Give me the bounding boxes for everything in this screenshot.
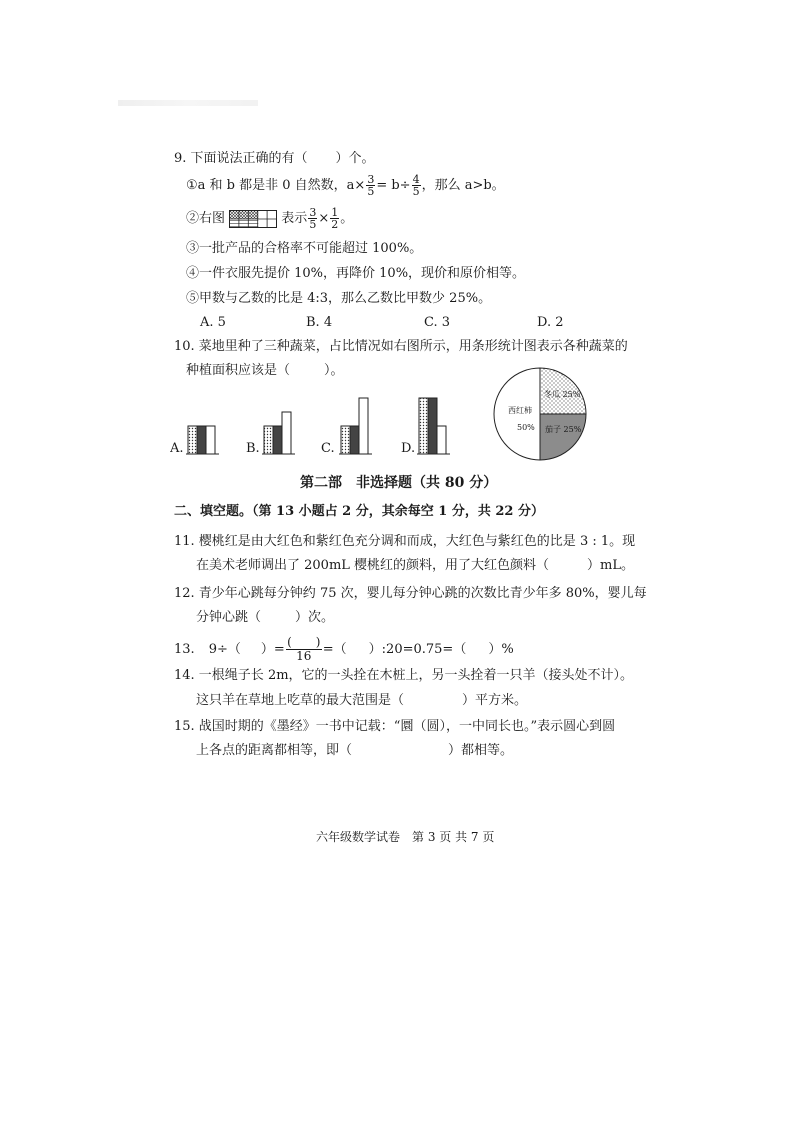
fraction-4-5: $\frac{4}{5}$ (412, 173, 420, 198)
q9-statement-4: ④一件衣服先提价 10%，再降价 10%，现价和原价相等。 (186, 266, 526, 281)
q9-statement-1: ①a 和 b 都是非 0 自然数，a× $\frac{3}{5}$ = b÷ $\frac{4}{5}$ ，那么 a>b。 (186, 173, 505, 198)
q13-line: 13. 9÷（ ）= $\frac{( )}{16}$ =（ ）:20=0.75=（ ）% (174, 635, 514, 663)
q11-line-1: 11. 樱桃红是由大红色和紫红色充分调和而成，大红色与紫红色的比是 3 : 1。现 (174, 534, 636, 549)
page-footer: 六年级数学试卷 第 3 页 共 7 页 (316, 830, 495, 844)
q14-line-2: 这只羊在草地上吃草的最大范围是（ ）平方米。 (196, 693, 528, 708)
q9-statement-5: ⑤甲数与乙数的比是 4:3，那么乙数比甲数少 25%。 (186, 291, 492, 306)
bar-option-a-bar-1 (188, 426, 197, 454)
bar-option-label-d: D. (401, 441, 416, 456)
pie-label-wintermelon: 冬瓜 25% (544, 390, 581, 399)
bar-option-b-bar-1 (264, 426, 273, 454)
pie-label-tomato: 西红柿 (508, 406, 532, 415)
q15-line-1: 15. 战国时期的《墨经》一书中记载：“圜（圆），一中同长也。”表示圆心到圆 (174, 719, 616, 734)
fraction-3-5-b: $\frac{3}{5}$ (309, 206, 317, 231)
q14-line-1: 14. 一根绳子长 2m，它的一头拴在木桩上，另一头拴着一只羊（接头处不计）。 (174, 668, 634, 683)
q9-statement-3: ③一批产品的合格率不可能超过 100%。 (186, 241, 423, 256)
q12-line-2: 分钟心跳（ ）次。 (196, 610, 335, 625)
q9-option-a: A. 5 (200, 315, 226, 330)
pie-pct-tomato: 50% (517, 423, 535, 432)
bar-option-d-bar-2 (428, 398, 437, 454)
bar-option-a-bar-2 (197, 426, 206, 454)
part2-title: 第二部 非选择题（共 80 分） (300, 475, 498, 491)
pie-slice-eggplant (540, 414, 586, 460)
bar-option-c-bar-1 (341, 426, 350, 454)
fraction-1-2: $\frac{1}{2}$ (331, 206, 339, 231)
bar-option-a-bar-3 (206, 426, 215, 454)
q9-statement-2: ②右图 表示 $\frac{3}{5}$ × $\frac{1}{2}$ 。 (186, 206, 354, 231)
pie-label-eggplant: 茄子 25% (545, 425, 582, 434)
bar-option-label-c: C. (321, 441, 335, 456)
bar-option-c-bar-2 (350, 426, 359, 454)
bar-option-d-bar-3 (437, 426, 446, 454)
bar-option-d-bar-1 (419, 398, 428, 454)
q10-line-1: 10. 菜地里种了三种蔬菜，占比情况如右图所示，用条形统计图表示各种蔬菜的 (174, 339, 628, 354)
bar-option-label-b: B. (246, 441, 260, 456)
bar-option-b-bar-3 (282, 412, 291, 454)
bar-options-figure (170, 394, 460, 464)
q15-line-2: 上各点的距离都相等，即（ ）都相等。 (196, 743, 514, 758)
q12-line-1: 12. 青少年心跳每分钟约 75 次，婴儿每分钟心跳的次数比青少年多 80%，婴儿每 (174, 586, 647, 601)
q9-option-c: C. 3 (424, 315, 451, 330)
q10-line-2: 种植面积应该是（ ）。 (186, 363, 344, 378)
vegetable-pie-chart (487, 364, 597, 464)
fraction-3-5: $\frac{3}{5}$ (367, 173, 375, 198)
fraction-blank-16: $\frac{( )}{16}$ (287, 635, 321, 663)
section2-heading: 二、填空题。（第 13 小题占 2 分，其余每空 1 分，共 22 分） (174, 504, 544, 519)
bar-option-c-bar-3 (359, 398, 368, 454)
q9-stem: 9. 下面说法正确的有（ ）个。 (174, 151, 375, 166)
q9-option-b: B. 4 (306, 315, 333, 330)
bar-option-b-bar-2 (273, 426, 282, 454)
q11-line-2: 在美术老师调出了 200mL 樱桃红的颜料，用了大红色颜料（ ）mL。 (196, 558, 635, 573)
bar-option-label-a: A. (170, 441, 184, 456)
fraction-grid-figure (229, 210, 277, 228)
scan-smudge (118, 100, 258, 106)
q9-option-d: D. 2 (537, 315, 564, 330)
